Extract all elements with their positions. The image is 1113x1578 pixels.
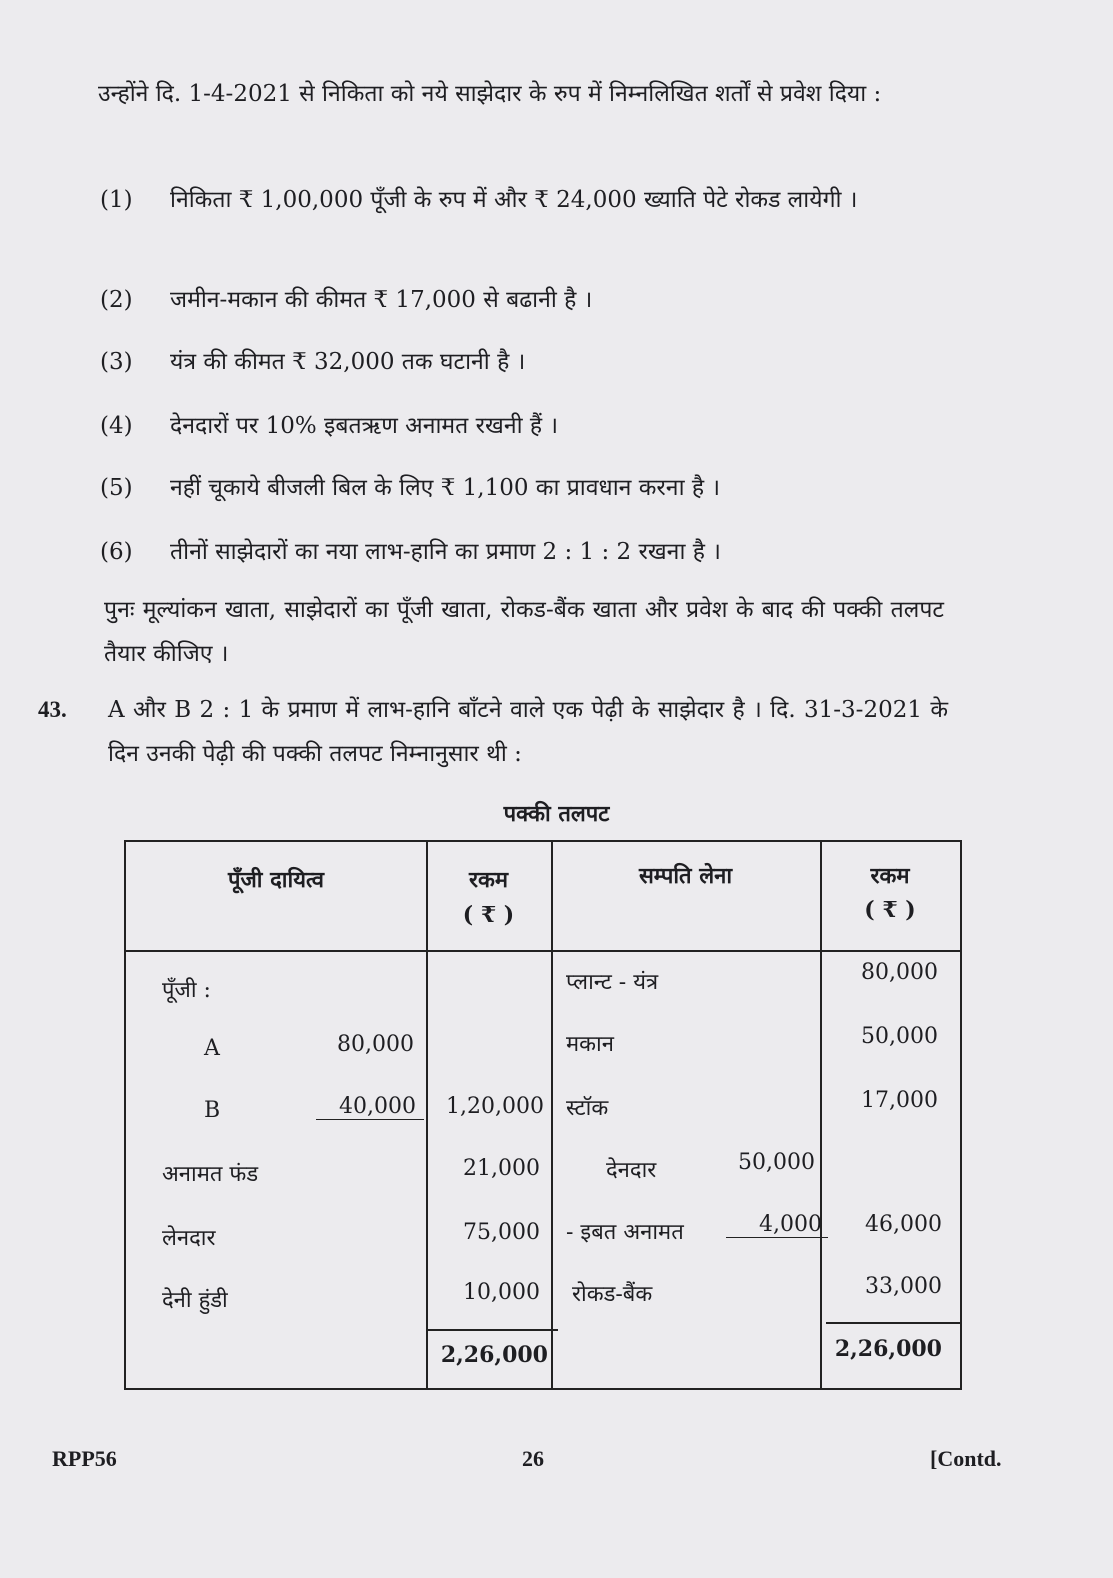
- condition-number: (2): [100, 287, 133, 313]
- condition-text: नहीं चूकाये बीजली बिल के लिए ₹ 1,100 का प्रावधान करना है ।: [170, 475, 721, 501]
- partner-b-label: B: [204, 1098, 221, 1123]
- total-line-right: [826, 1322, 960, 1324]
- condition-number: (4): [100, 413, 133, 439]
- bad-debt-reserve-label: - इबत अनामत: [566, 1220, 684, 1245]
- condition-text: जमीन-मकान की कीमत ₹ 17,000 से बढानी है ।: [170, 287, 593, 313]
- header-rupee-right: ( ₹ ): [864, 897, 916, 923]
- intro-paragraph: उन्होंने दि. 1-4-2021 से निकिता को नये साझेदार के रुप में निम्नलिखित शर्तों से प्रवेश दिया :: [98, 81, 882, 107]
- building-amount: 50,000: [861, 1024, 938, 1049]
- balance-sheet-title: पक्की तलपट: [503, 801, 610, 827]
- condition-text: देनदारों पर 10% इबतऋण अनामत रखनी हैं ।: [170, 413, 559, 439]
- stock-amount: 17,000: [861, 1088, 938, 1113]
- header-amount-right: रकम: [870, 863, 910, 889]
- paper-code: RPP56: [52, 1446, 117, 1471]
- capital-label: पूँजी :: [162, 978, 211, 1003]
- page-number: 26: [522, 1446, 544, 1471]
- building-label: मकान: [566, 1032, 614, 1057]
- column-divider: [820, 842, 822, 1388]
- bad-debt-reserve-amount: 4,000: [726, 1212, 828, 1238]
- column-divider: [551, 842, 553, 1388]
- instruction-paragraph: पुनः मूल्यांकन खाता, साझेदारों का पूँजी खाता, रोकड-बैंक खाता और प्रवेश के बाद की पक्की तलपट तैयार कीजिए ।: [104, 597, 944, 667]
- plant-label: प्लान्ट - यंत्र: [566, 970, 659, 995]
- condition-number: (6): [100, 539, 133, 565]
- creditors-amount: 75,000: [463, 1220, 540, 1245]
- partner-a-amount: 80,000: [337, 1032, 414, 1057]
- condition-number: (5): [100, 475, 133, 501]
- bills-payable-label: देनी हुंडी: [162, 1288, 228, 1313]
- capital-total: 1,20,000: [446, 1094, 544, 1119]
- total-line-left: [426, 1329, 558, 1331]
- liabilities-total: 2,26,000: [440, 1342, 548, 1368]
- question-text: A और B 2 : 1 के प्रमाण में लाभ-हानि बाँटने वाले एक पेढ़ी के साझेदार है । दि. 31-3-2021 के दिन उनकी पेढ़ी की पक्की तलपट निम्नानुसार थी :: [108, 697, 948, 767]
- stock-label: स्टॉक: [566, 1096, 609, 1121]
- condition-text: यंत्र की कीमत ₹ 32,000 तक घटानी है ।: [170, 349, 526, 375]
- partner-a-label: A: [204, 1036, 220, 1061]
- cash-bank-label: रोकड-बैंक: [572, 1282, 653, 1307]
- reserve-label: अनामत फंड: [162, 1162, 259, 1187]
- partner-b-amount: 40,000: [316, 1094, 424, 1120]
- header-amount-left: रकम: [468, 867, 509, 893]
- condition-text: तीनों साझेदारों का नया लाभ-हानि का प्रमाण 2 : 1 : 2 रखना है ।: [170, 539, 721, 565]
- balance-sheet-table: [124, 840, 962, 1390]
- creditors-label: लेनदार: [162, 1226, 216, 1251]
- header-liabilities: पूँजी दायित्व: [227, 867, 325, 893]
- continued-marker: [Contd.: [930, 1446, 1002, 1471]
- condition-number: (1): [100, 187, 133, 213]
- reserve-amount: 21,000: [463, 1156, 540, 1181]
- debtors-gross-amount: 50,000: [738, 1150, 815, 1175]
- bills-payable-amount: 10,000: [463, 1280, 540, 1305]
- debtors-label: देनदार: [606, 1158, 657, 1183]
- header-assets: सम्पति लेना: [638, 863, 733, 889]
- plant-amount: 80,000: [861, 960, 938, 985]
- debtors-net-amount: 46,000: [865, 1212, 942, 1237]
- cash-bank-amount: 33,000: [865, 1274, 942, 1299]
- condition-text: निकिता ₹ 1,00,000 पूँजी के रुप में और ₹ 24,000 ख्याति पेटे रोकड लायेगी ।: [170, 187, 858, 213]
- header-rupee-left: ( ₹ ): [462, 902, 515, 928]
- condition-number: (3): [100, 349, 133, 375]
- assets-total: 2,26,000: [834, 1336, 942, 1362]
- header-divider: [126, 950, 960, 952]
- question-number: 43.: [38, 697, 67, 722]
